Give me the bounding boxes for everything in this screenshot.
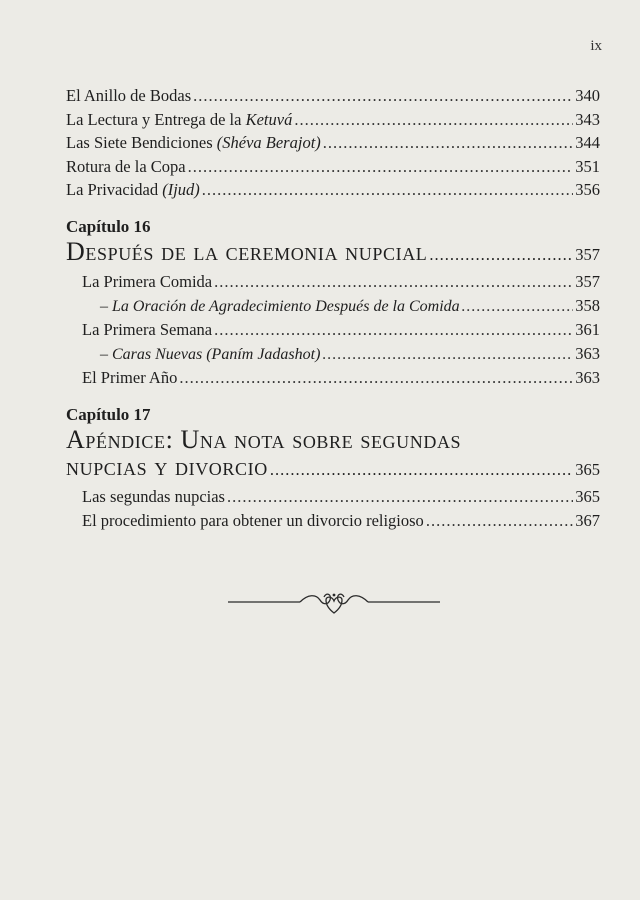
toc-entry-divorcio [66, 509, 600, 533]
chapter-17-label: Capítulo 17 [66, 404, 151, 424]
toc-entry-page: 358 [575, 295, 600, 315]
chapter-17-title-row [66, 453, 600, 483]
dot-leader [294, 108, 573, 132]
toc-entry-caras-nuevas [66, 342, 600, 367]
chapter-17-entries [66, 485, 600, 532]
dot-leader [462, 295, 574, 319]
chapter-17-title-line2: nupcias y divorcio [66, 451, 268, 481]
toc-entry-title: La Privacidad (Ijud) [66, 180, 200, 200]
toc-entry-page: 344 [575, 133, 600, 153]
chapter-16-label: Capítulo 16 [66, 216, 151, 236]
toc-entry-title: El Primer Año [82, 368, 178, 388]
toc-entry-primera-comida [66, 270, 600, 294]
toc-entry-title: Las segundas nupcias [82, 486, 225, 506]
toc-entry-segundas-nupcias [66, 485, 600, 509]
dot-leader [193, 84, 573, 108]
toc-entry-page: 356 [575, 180, 600, 200]
chapter-16-title-row [66, 238, 600, 268]
chapter-17-page: 365 [575, 459, 600, 479]
dot-leader [270, 456, 573, 483]
toc-entry-page: 340 [575, 86, 600, 105]
toc-entry-title: Rotura de la Copa [66, 156, 186, 176]
chapter-17-title-line1: Apéndice: Una nota sobre segundas [66, 424, 462, 454]
dot-leader [227, 485, 573, 509]
toc-entry-title: – La Oración de Agradecimiento Después de la Comida [100, 297, 460, 315]
toc-entry-ketuva [66, 108, 600, 132]
dot-leader [323, 131, 573, 155]
dot-leader [426, 509, 573, 533]
toc-entry-page: 363 [575, 343, 600, 363]
toc-entry-page: 365 [575, 486, 600, 506]
toc-entry-page: 363 [575, 368, 600, 388]
table-of-contents [66, 84, 600, 532]
toc-entry-bendiciones [66, 131, 600, 155]
chapter-16-entries [66, 270, 600, 390]
page-number: ix [590, 38, 602, 54]
dot-leader [188, 155, 574, 179]
toc-entry-page: 343 [575, 109, 600, 129]
dot-leader [429, 241, 573, 268]
toc-entry-privacidad [66, 178, 600, 202]
toc-entry-primera-semana [66, 318, 600, 342]
dot-leader [179, 366, 573, 390]
toc-entry-oracion [66, 294, 600, 319]
flourish-divider-icon [228, 590, 440, 616]
toc-entry-title: Las Siete Bendiciones (Shéva Berajot) [66, 133, 321, 153]
toc-entry-primer-ano [66, 366, 600, 390]
toc-entry-title: El Anillo de Bodas [66, 86, 192, 105]
chapter-16-page: 357 [575, 244, 600, 264]
dot-leader [322, 343, 573, 367]
toc-entry-title: – Caras Nuevas (Paním Jadashot) [100, 345, 321, 363]
chapter-16-title: Después de la ceremonia nupcial [66, 236, 428, 266]
toc-entry-copa [66, 155, 600, 179]
dot-leader [202, 178, 573, 202]
toc-entry-title: La Lectura y Entrega de la Ketuvá [66, 109, 293, 129]
toc-entry-title: La Primera Semana [82, 320, 213, 340]
toc-entry-title: La Primera Comida [82, 271, 213, 291]
toc-entry-anillo [66, 84, 600, 108]
toc-entry-title: El procedimiento para obtener un divorcio religioso [82, 510, 424, 530]
toc-entry-page: 351 [575, 156, 600, 176]
dot-leader [214, 318, 573, 342]
toc-entry-page: 367 [575, 510, 600, 530]
toc-entry-page: 361 [575, 320, 600, 340]
toc-entry-page: 357 [575, 271, 600, 291]
dot-leader [214, 270, 573, 294]
